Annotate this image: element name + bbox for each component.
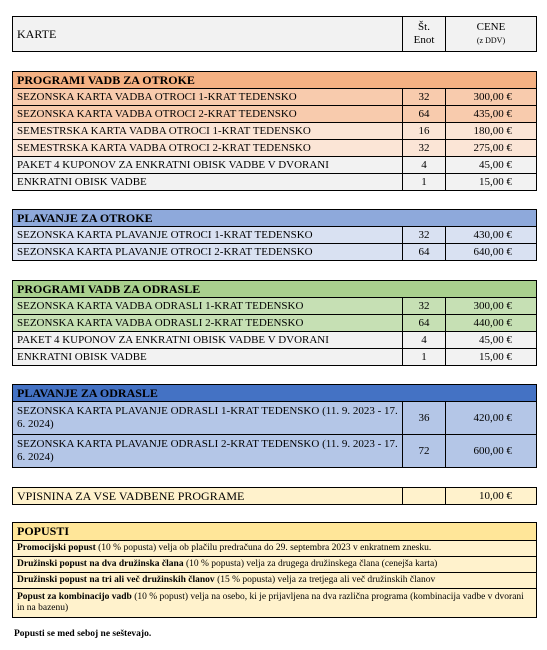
row-price: 275,00 € — [446, 140, 537, 157]
table-row — [13, 402, 537, 435]
row-units: 64 — [403, 106, 446, 123]
row-units: 32 — [403, 298, 446, 315]
row-units: 64 — [403, 315, 446, 332]
discount-text: (10 % popust) velja na osebo, ki je prijavljena na dva različna programa (kombinacija vadbe v dvorani in na bazenu) — [17, 592, 524, 613]
table-row — [13, 349, 537, 366]
discount-name: Promocijski popust — [17, 543, 96, 553]
section-otroci — [12, 71, 537, 191]
row-name: SEZONSKA KARTA VADBA ODRASLI 1-KRAT TEDENSKO — [13, 298, 403, 315]
row-price: 300,00 € — [446, 89, 537, 106]
discount-row — [13, 557, 537, 573]
vpisnina-label: VPISNINA ZA VSE VADBENE PROGRAME — [13, 488, 403, 505]
row-name: SEMESTRSKA KARTA VADBA OTROCI 1-KRAT TEDENSKO — [13, 123, 403, 140]
table-row — [13, 140, 537, 157]
row-units: 1 — [403, 349, 446, 366]
row-units: 16 — [403, 123, 446, 140]
row-name: SEZONSKA KARTA PLAVANJE OTROCI 1-KRAT TEDENSKO — [13, 227, 403, 244]
table-row — [13, 435, 537, 468]
row-name: SEZONSKA KARTA PLAVANJE OTROCI 2-KRAT TEDENSKO — [13, 244, 403, 261]
row-price: 430,00 € — [446, 227, 537, 244]
table-row — [13, 227, 537, 244]
discount-name: Popust za kombinacijo vadb — [17, 592, 132, 602]
table-row — [13, 89, 537, 106]
row-units: 4 — [403, 332, 446, 349]
row-name: SEZONSKA KARTA VADBA ODRASLI 2-KRAT TEDENSKO — [13, 315, 403, 332]
section-plavanje-odrasli — [12, 384, 537, 468]
table-row — [13, 106, 537, 123]
section-title: PLAVANJE ZA ODRASLE — [13, 385, 537, 402]
row-price: 45,00 € — [446, 332, 537, 349]
section-odrasli — [12, 280, 537, 366]
row-name: PAKET 4 KUPONOV ZA ENKRATNI OBISK VADBE V DVORANI — [13, 157, 403, 174]
row-units: 32 — [403, 227, 446, 244]
discount-row — [13, 573, 537, 589]
row-price: 435,00 € — [446, 106, 537, 123]
header-price: CENE (z DDV) — [446, 17, 537, 52]
row-units: 32 — [403, 89, 446, 106]
header-table — [12, 16, 537, 52]
section-title: PROGRAMI VADB ZA ODRASLE — [13, 281, 537, 298]
row-name: PAKET 4 KUPONOV ZA ENKRATNI OBISK VADBE V DVORANI — [13, 332, 403, 349]
section-popusti — [12, 522, 537, 618]
discount-row — [13, 541, 537, 557]
row-price: 15,00 € — [446, 349, 537, 366]
row-name: SEZONSKA KARTA VADBA OTROCI 1-KRAT TEDENSKO — [13, 89, 403, 106]
discount-row — [13, 589, 537, 618]
row-units: 4 — [403, 157, 446, 174]
table-row — [13, 315, 537, 332]
section-title: PLAVANJE ZA OTROKE — [13, 210, 537, 227]
row-units: 36 — [403, 402, 446, 435]
table-row — [13, 157, 537, 174]
popusti-note: Popusti se med seboj ne seštevajo. — [14, 629, 152, 639]
row-name: ENKRATNI OBISK VADBE — [13, 174, 403, 191]
row-units: 1 — [403, 174, 446, 191]
section-plavanje-otroci — [12, 209, 537, 261]
discount-text: (15 % popusta) velja za tretjega ali več družinskih članov — [214, 575, 436, 585]
discount-text: (10 % popusta) velja za drugega družinskega člana (cenejša karta) — [183, 559, 438, 569]
row-price: 640,00 € — [446, 244, 537, 261]
row-price: 300,00 € — [446, 298, 537, 315]
table-row — [13, 488, 537, 505]
table-row — [13, 123, 537, 140]
header-title: KARTE — [13, 17, 403, 52]
header-units: Št. Enot — [403, 17, 446, 52]
table-row — [13, 244, 537, 261]
discount-name: Družinski popust na dva družinska člana — [17, 559, 184, 569]
row-name: SEZONSKA KARTA PLAVANJE ODRASLI 1-KRAT TEDENSKO (11. 9. 2023 - 17. 6. 2024) — [13, 402, 403, 435]
row-price: 440,00 € — [446, 315, 537, 332]
popusti-title: POPUSTI — [13, 523, 537, 541]
row-price: 45,00 € — [446, 157, 537, 174]
row-price: 180,00 € — [446, 123, 537, 140]
row-price: 15,00 € — [446, 174, 537, 191]
section-vpisnina — [12, 487, 537, 505]
section-title: PROGRAMI VADB ZA OTROKE — [13, 72, 537, 89]
table-row — [13, 174, 537, 191]
vpisnina-price: 10,00 € — [446, 488, 537, 505]
row-name: ENKRATNI OBISK VADBE — [13, 349, 403, 366]
row-units: 32 — [403, 140, 446, 157]
row-units: 64 — [403, 244, 446, 261]
row-units: 72 — [403, 435, 446, 468]
discount-text: (10 % popusta) velja ob plačilu predračuna do 29. septembra 2023 v enkratnem znesku. — [95, 543, 432, 553]
row-price: 420,00 € — [446, 402, 537, 435]
discount-name: Družinski popust na tri ali več družinskih članov — [17, 575, 215, 585]
row-price: 600,00 € — [446, 435, 537, 468]
table-row — [13, 332, 537, 349]
row-name: SEZONSKA KARTA PLAVANJE ODRASLI 2-KRAT TEDENSKO (11. 9. 2023 - 17. 6. 2024) — [13, 435, 403, 468]
table-row — [13, 298, 537, 315]
row-name: SEMESTRSKA KARTA VADBA OTROCI 2-KRAT TEDENSKO — [13, 140, 403, 157]
row-name: SEZONSKA KARTA VADBA OTROCI 2-KRAT TEDENSKO — [13, 106, 403, 123]
vpisnina-units — [403, 488, 446, 505]
